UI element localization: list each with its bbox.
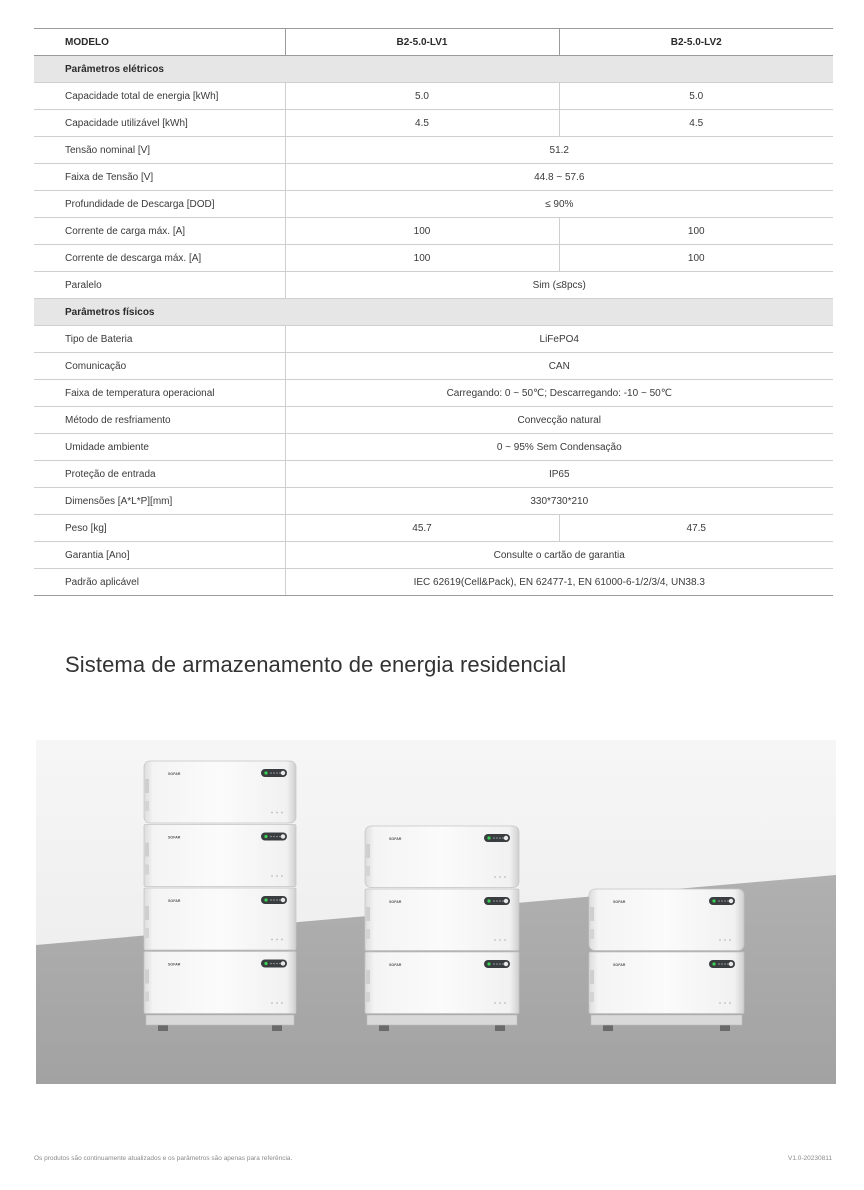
battery-module xyxy=(144,952,296,1014)
led-dot xyxy=(721,900,723,902)
table-row xyxy=(34,110,833,137)
led-dot xyxy=(279,963,281,965)
battery-module xyxy=(365,889,519,951)
module-dot xyxy=(729,1002,731,1004)
led-dot xyxy=(718,900,720,902)
led-dot xyxy=(270,963,272,965)
led-dot xyxy=(502,900,504,902)
row-value: Carregando: 0 ~ 50℃; Descarregando: -10 ~ 50℃ xyxy=(285,380,833,407)
led-dot xyxy=(493,837,495,839)
module-dot xyxy=(271,812,273,814)
module-grip xyxy=(366,866,370,876)
row-label: Peso [kg] xyxy=(34,515,285,542)
led-dot xyxy=(724,900,726,902)
module-brand-mark: SOFAR xyxy=(168,899,181,903)
table-row xyxy=(34,272,833,299)
led-dot xyxy=(273,772,275,774)
module-dot xyxy=(494,939,496,941)
led-dot xyxy=(270,772,272,774)
module-brand-mark: SOFAR xyxy=(613,963,626,967)
row-label: Padrão aplicável xyxy=(34,569,285,596)
led-dot xyxy=(273,836,275,838)
row-label: Tensão nominal [V] xyxy=(34,137,285,164)
module-grip xyxy=(366,970,370,984)
row-label: Dimensões [A*L*P][mm] xyxy=(34,488,285,515)
module-grip xyxy=(590,907,594,921)
power-button xyxy=(504,899,508,903)
led-indicator xyxy=(712,899,715,902)
row-value: 330*730*210 xyxy=(285,488,833,515)
led-dot xyxy=(276,963,278,965)
row-label: Profundidade de Descarga [DOD] xyxy=(34,191,285,218)
row-label: Tipo de Bateria xyxy=(34,326,285,353)
module-dot xyxy=(281,939,283,941)
power-button xyxy=(729,899,733,903)
led-indicator xyxy=(487,899,490,902)
spec-table-body xyxy=(34,29,833,596)
row-label: Comunicação xyxy=(34,353,285,380)
section-heading: Sistema de armazenamento de energia residencial xyxy=(65,652,567,677)
battery-stack xyxy=(589,889,744,1031)
row-label: Capacidade utilizável [kWh] xyxy=(34,110,285,137)
table-row xyxy=(34,515,833,542)
led-dot xyxy=(721,963,723,965)
led-indicator xyxy=(264,898,267,901)
row-value: 100 xyxy=(285,218,559,245)
module-grip xyxy=(366,992,370,1002)
led-indicator xyxy=(487,962,490,965)
product-image xyxy=(36,740,836,1084)
led-dot xyxy=(502,837,504,839)
stack-base xyxy=(146,1015,294,1025)
row-value: 5.0 xyxy=(285,83,559,110)
row-value: Convecção natural xyxy=(285,407,833,434)
row-value: 4.5 xyxy=(559,110,833,137)
module-dot xyxy=(494,876,496,878)
module-dot xyxy=(729,939,731,941)
module-dot xyxy=(281,875,283,877)
battery-module xyxy=(144,888,296,950)
led-dot xyxy=(496,837,498,839)
row-value: ≤ 90% xyxy=(285,191,833,218)
table-row xyxy=(34,461,833,488)
module-grip xyxy=(590,929,594,939)
footer-version: V1.0-20230811 xyxy=(788,1155,832,1162)
module-dot xyxy=(719,1002,721,1004)
row-value: 0 ~ 95% Sem Condensação xyxy=(285,434,833,461)
module-dot xyxy=(724,939,726,941)
table-row xyxy=(34,569,833,596)
led-dot xyxy=(724,963,726,965)
module-dot xyxy=(271,1002,273,1004)
row-label: Faixa de Tensão [V] xyxy=(34,164,285,191)
battery-module xyxy=(144,761,296,823)
module-brand-mark: SOFAR xyxy=(389,900,402,904)
table-header-row xyxy=(34,29,833,56)
module-dot xyxy=(504,876,506,878)
row-value: 44.8 ~ 57.6 xyxy=(285,164,833,191)
row-value: LiFePO4 xyxy=(285,326,833,353)
table-row xyxy=(34,164,833,191)
module-grip xyxy=(590,992,594,1002)
row-value: Sim (≤8pcs) xyxy=(285,272,833,299)
module-dot xyxy=(724,1002,726,1004)
row-label: Capacidade total de energia [kWh] xyxy=(34,83,285,110)
table-row xyxy=(34,83,833,110)
module-dot xyxy=(499,1002,501,1004)
module-dot xyxy=(281,1002,283,1004)
module-dot xyxy=(276,812,278,814)
battery-stacks-illustration xyxy=(36,740,836,1084)
module-brand-mark: SOFAR xyxy=(168,962,181,967)
led-dot xyxy=(276,772,278,774)
led-dot xyxy=(273,963,275,965)
header-model-label: MODELO xyxy=(34,29,285,56)
section-title: Parâmetros físicos xyxy=(34,299,833,326)
row-label: Corrente de descarga máx. [A] xyxy=(34,245,285,272)
row-value: 5.0 xyxy=(559,83,833,110)
table-row xyxy=(34,407,833,434)
led-dot xyxy=(496,963,498,965)
row-label: Proteção de entrada xyxy=(34,461,285,488)
module-brand-mark: SOFAR xyxy=(613,900,626,904)
footer-disclaimer: Os produtos são continuamente atualizados e os parâmetros são apenas para referência. xyxy=(34,1155,293,1162)
table-row xyxy=(34,326,833,353)
row-label: Método de resfriamento xyxy=(34,407,285,434)
module-grip xyxy=(145,779,149,793)
led-dot xyxy=(499,900,501,902)
led-dot xyxy=(270,899,272,901)
table-row xyxy=(34,542,833,569)
led-indicator xyxy=(264,771,267,774)
battery-module xyxy=(144,825,296,887)
row-value: 100 xyxy=(285,245,559,272)
header-model-lv2: B2-5.0-LV2 xyxy=(559,29,833,56)
module-brand-mark: SOFAR xyxy=(389,837,402,841)
led-dot xyxy=(727,963,729,965)
led-dot xyxy=(276,836,278,838)
table-row xyxy=(34,353,833,380)
power-button xyxy=(281,961,285,965)
power-button xyxy=(504,836,508,840)
led-dot xyxy=(279,772,281,774)
stack-base xyxy=(591,1015,742,1025)
module-grip xyxy=(145,843,149,857)
power-button xyxy=(281,834,285,838)
row-value: 51.2 xyxy=(285,137,833,164)
row-label: Paralelo xyxy=(34,272,285,299)
stack-base xyxy=(367,1015,517,1025)
led-indicator xyxy=(264,962,267,965)
module-grip xyxy=(145,801,149,811)
module-dot xyxy=(499,876,501,878)
table-row xyxy=(34,380,833,407)
row-value: Consulte o cartão de garantia xyxy=(285,542,833,569)
row-label: Corrente de carga máx. [A] xyxy=(34,218,285,245)
module-dot xyxy=(271,875,273,877)
row-value: IEC 62619(Cell&Pack), EN 62477-1, EN 61000-6-1/2/3/4, UN38.3 xyxy=(285,569,833,596)
battery-module xyxy=(589,952,744,1014)
module-dot xyxy=(504,939,506,941)
battery-stack xyxy=(144,761,296,1031)
led-dot xyxy=(718,963,720,965)
module-dot xyxy=(281,812,283,814)
table-row xyxy=(34,488,833,515)
led-dot xyxy=(727,900,729,902)
led-dot xyxy=(273,899,275,901)
led-dot xyxy=(270,836,272,838)
led-indicator xyxy=(487,836,490,839)
led-dot xyxy=(499,963,501,965)
module-grip xyxy=(145,865,149,875)
module-brand-mark: SOFAR xyxy=(168,772,181,776)
row-label: Faixa de temperatura operacional xyxy=(34,380,285,407)
module-dot xyxy=(719,939,721,941)
table-row xyxy=(34,434,833,461)
section-row xyxy=(34,299,833,326)
led-dot xyxy=(502,963,504,965)
module-brand-mark: SOFAR xyxy=(389,963,402,967)
module-dot xyxy=(504,1002,506,1004)
module-grip xyxy=(145,906,149,920)
table-row xyxy=(34,191,833,218)
module-grip xyxy=(145,970,149,984)
power-button xyxy=(729,962,733,966)
module-dot xyxy=(276,1002,278,1004)
header-model-lv1: B2-5.0-LV1 xyxy=(285,29,559,56)
power-button xyxy=(281,771,285,775)
module-dot xyxy=(499,939,501,941)
power-button xyxy=(281,898,285,902)
table-row xyxy=(34,218,833,245)
row-value: 100 xyxy=(559,245,833,272)
led-dot xyxy=(279,899,281,901)
led-indicator xyxy=(712,962,715,965)
led-indicator xyxy=(264,835,267,838)
table-row xyxy=(34,245,833,272)
row-value: IP65 xyxy=(285,461,833,488)
module-grip xyxy=(590,970,594,984)
power-button xyxy=(504,962,508,966)
row-value: 4.5 xyxy=(285,110,559,137)
battery-stack xyxy=(365,826,519,1031)
module-grip xyxy=(366,929,370,939)
section-row xyxy=(34,56,833,83)
led-dot xyxy=(493,900,495,902)
row-value: 100 xyxy=(559,218,833,245)
battery-module xyxy=(365,826,519,888)
led-dot xyxy=(496,900,498,902)
module-grip xyxy=(145,992,149,1002)
module-grip xyxy=(366,844,370,858)
row-label: Umidade ambiente xyxy=(34,434,285,461)
table-row xyxy=(34,137,833,164)
module-dot xyxy=(271,939,273,941)
led-dot xyxy=(276,899,278,901)
battery-module xyxy=(365,952,519,1014)
module-dot xyxy=(276,939,278,941)
row-value: CAN xyxy=(285,353,833,380)
spec-table xyxy=(34,28,833,596)
row-label: Garantia [Ano] xyxy=(34,542,285,569)
section-title: Parâmetros elétricos xyxy=(34,56,833,83)
module-dot xyxy=(276,875,278,877)
module-grip xyxy=(366,907,370,921)
module-dot xyxy=(494,1002,496,1004)
led-dot xyxy=(279,836,281,838)
row-value: 47.5 xyxy=(559,515,833,542)
battery-module xyxy=(589,889,744,951)
led-dot xyxy=(493,963,495,965)
led-dot xyxy=(499,837,501,839)
module-grip xyxy=(145,928,149,938)
row-value: 45.7 xyxy=(285,515,559,542)
module-brand-mark: SOFAR xyxy=(168,835,181,840)
